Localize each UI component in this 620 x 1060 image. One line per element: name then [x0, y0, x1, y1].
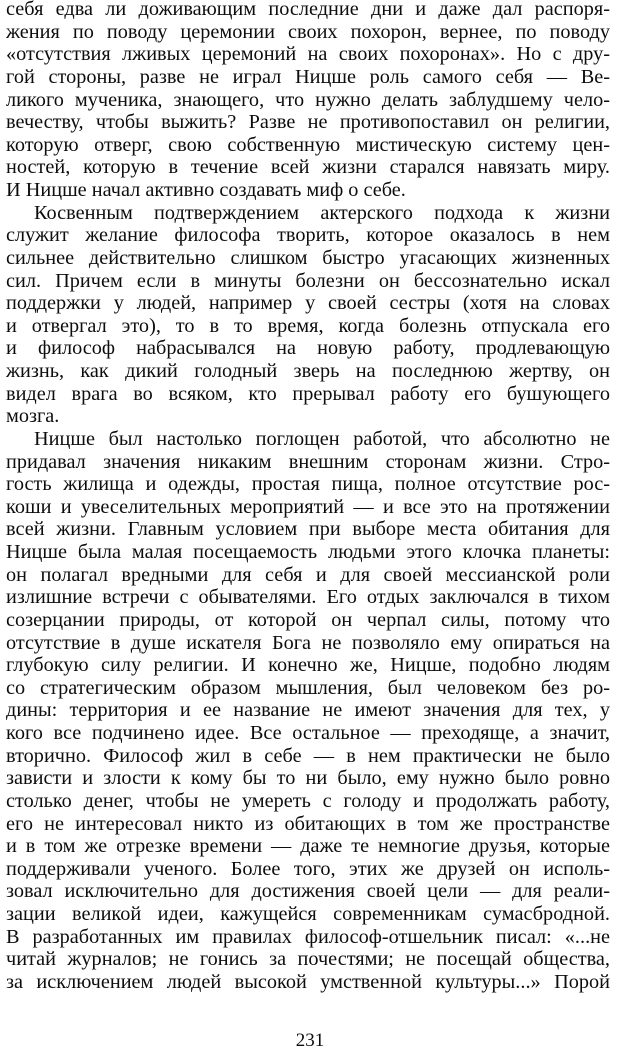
text-line: созерцании природы, от которой он черпал силы, потому что	[6, 608, 610, 631]
text-line: вторично. Философ жил в себе — в нем практически не было	[6, 744, 610, 767]
text-line: зовал исключительно для достижения своей цели — для реали-	[6, 880, 610, 903]
text-line: видел врага во всяком, кто прерывал работу его бушующего	[6, 382, 610, 405]
text-line: жения по поводу церемонии своих похорон, вернее, по поводу	[6, 20, 610, 43]
text-line: поддержки у людей, например у своей сестры (хотя на словах	[6, 292, 610, 315]
text-line: и в том же отрезке времени — даже те немногие друзья, которые	[6, 835, 610, 858]
text-line: зации великой идеи, кажущейся современникам сумасбродной.	[6, 903, 610, 925]
text-line: придавал значения никаким внешним сторонам жизни. Стро-	[6, 450, 610, 473]
text-line: вечеству, чтобы выжить? Разве не противопоставил он религии,	[6, 111, 610, 134]
text-line: Ницше была малая посещаемость людьми этого клочка планеты:	[6, 541, 610, 563]
text-line: гой стороны, разве не играл Ницше роль самого себя — Ве-	[6, 65, 610, 88]
text-line: за исключением людей высокой умственной культуры...» Порой	[6, 970, 610, 993]
text-line: столько денег, чтобы не умереть с голоду и продолжать работу,	[6, 789, 610, 812]
text-line: его не интересовал никто из обитающих в том же пространстве	[6, 812, 610, 835]
text-line: Косвенным подтверждением актерского подхода к жизни	[34, 201, 610, 224]
body-text	[6, 0, 610, 994]
text-line: Ницше был настолько поглощен работой, что абсолютно не	[34, 427, 610, 450]
text-line: и отвергал это), то в то время, когда болезнь отпускала его	[6, 314, 610, 337]
page-number: 231	[295, 1030, 325, 1051]
text-line: ликого мученика, знающего, что нужно делать заблудшему чело-	[6, 88, 610, 111]
text-line: зависти и злости к кому бы то ни было, ему нужно было ровно	[6, 767, 610, 790]
text-line: коши и увеселительных мероприятий — и все это на протяжении	[6, 495, 610, 518]
text-line: он полагал вредными для себя и для своей мессианской роли	[6, 563, 610, 586]
text-line: всей жизни. Главным условием при выборе места обитания для	[6, 518, 610, 541]
text-line: И Ницше начал активно создавать миф о себе.	[6, 179, 406, 201]
text-line: гость жилища и одежды, простая пища, полное отсутствие рос-	[6, 473, 610, 496]
text-line: сил. Причем если в минуты болезни он бессознательно искал	[6, 269, 610, 292]
text-line: мозга.	[6, 405, 60, 428]
text-line: В разработанных им правилах философ-отшельник писал: «...не	[6, 925, 610, 948]
text-line: и философ набрасывался на новую работу, продлевающую	[6, 337, 610, 360]
text-line: себя едва ли доживающим последние дни и даже дал распоря-	[6, 0, 610, 20]
text-line: ностей, которую в течение всей жизни старался навязать миру.	[6, 156, 610, 179]
text-line: сильнее действительно слишком быстро угасающих жизненных	[6, 246, 610, 269]
text-line: излишние встречи с обывателями. Его отдых заключался в тихом	[6, 586, 610, 609]
text-line: со стратегическим образом мышления, был человеком без ро-	[6, 676, 610, 699]
text-line: жизнь, как дикий голодный зверь на последнюю жертву, он	[6, 360, 610, 382]
text-line: отсутствие в душе искателя Бога не позволяло ему опираться на	[6, 631, 610, 654]
text-line: служит желание философа творить, которое оказалось в нем	[6, 224, 610, 247]
text-line: которую отверг, свою собственную мистическую систему цен-	[6, 133, 610, 156]
text-line: кого все подчинено идее. Все остальное — преходяще, а значит,	[6, 722, 610, 744]
text-line: «отсутствия лживых церемоний на своих похоронах». Но с дру-	[6, 43, 610, 66]
text-line: дины: территория и ее название не имеют значения для тех, у	[6, 699, 610, 722]
text-line: читай журналов; не гонись за почестями; не посещай общества,	[6, 948, 610, 971]
text-line: поддерживали ученого. Более того, этих же друзей он исполь-	[6, 857, 610, 880]
text-line: глубокую силу религии. И конечно же, Ницше, подобно людям	[6, 654, 610, 677]
